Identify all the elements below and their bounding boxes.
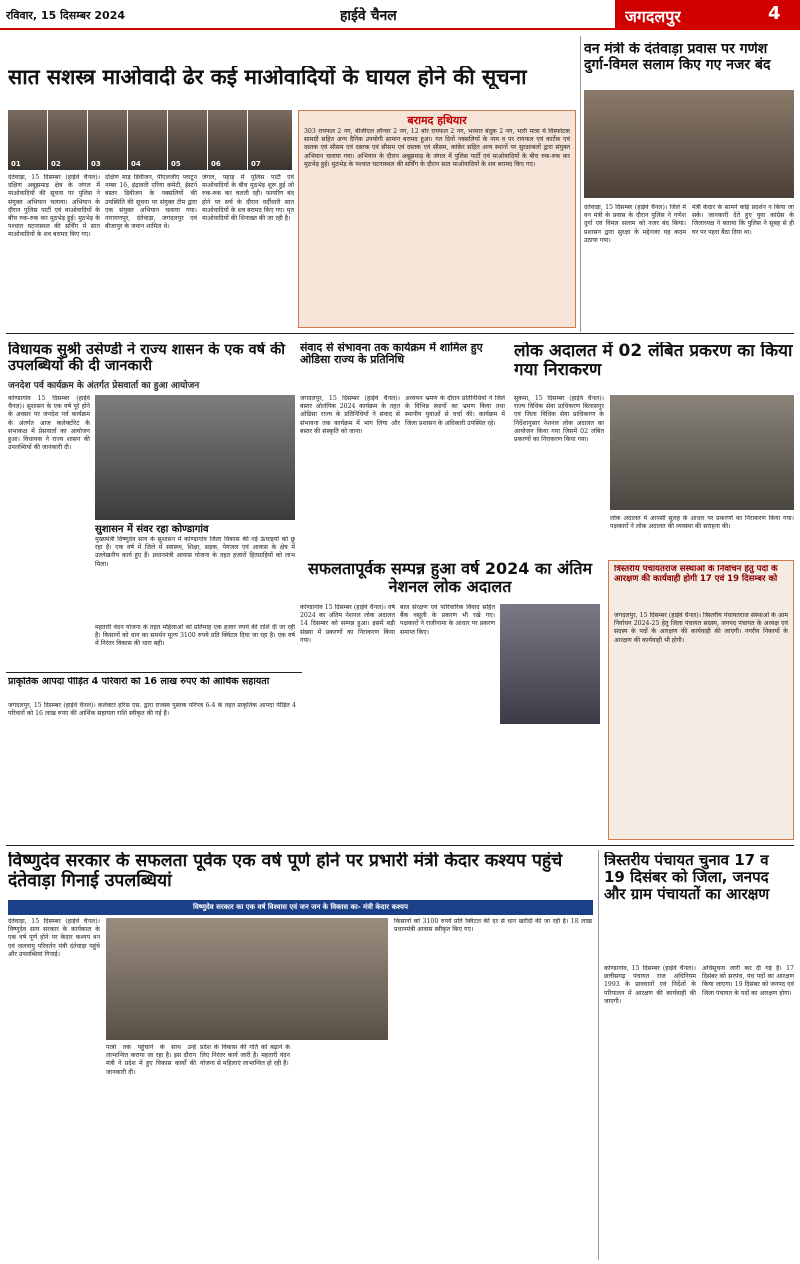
suspect-photo-3	[88, 110, 128, 170]
lead-headline: सात सशस्त्र माओवादी ढेर कई माओवादियों के घायल होने की सूचना	[8, 66, 527, 89]
suspect-photo-5	[168, 110, 208, 170]
bottom-headline: विष्णुदेव सरकार के सफलता पूर्वक एक वर्ष पूर्ण होने पर प्रभारी मंत्री केदार कश्यप पहुंचे दंतेवाड़ा गिनाई उपलब्धियां	[8, 852, 563, 891]
page-number: 4	[768, 3, 781, 24]
panchayat-election-col-2: अधिसूचना जारी कर दी गई है। 17 दिसंबर को सरपंच, पंच पदों का आरक्षण किया जाएगा। 19 दिसंबर को जनपद एवं जिला पंचायत के पदों का आरक्षण होगा।	[702, 965, 794, 997]
city-name: जगदलपुर	[625, 7, 681, 26]
odisha-headline: संवाद से संभावना तक कार्यक्रम में शामिल हुए ओडिसा राज्य के प्रतिनिधि	[300, 342, 483, 367]
minister-col-4: किसानों को 3100 रुपये प्रति क्विंटल की दर से धान खरीदी की जा रही है। 18 लाख प्रधानमंत्री आवास स्वीकृत किए गए।	[394, 918, 592, 934]
suspect-photo-1	[8, 110, 48, 170]
suspect-photo-6	[208, 110, 248, 170]
lok-adalat-col-2: लोक अदालत में आपसी सुलह के आधार पर प्रकरणों का निराकरण किया गया। पक्षकारों ने लोक अदालत की व्यवस्था की सराहना की।	[610, 515, 794, 531]
column-divider	[598, 850, 599, 1260]
mla-body: कोण्डागांव 15 दिसम्बर (हाईवे चैनल)। सुशासन के एक वर्ष पूरे होने के अवसर पर जनदेश पर्व कार्यक्रम के अंतर्गत आज कलेक्टोरेट के सभाकक्ष में प्रेसवार्ता का आयोजन हुआ। विधायक ने राज्य शासन की उपलब्धियों की जानकारी दी।	[8, 395, 90, 452]
national-lok-adalat-col-1: कोण्डागांव 15 दिसम्बर (हाईवे चैनल)। वर्ष 2024 का अंतिम नेशनल लोक अदालत 14 दिसम्बर को सम्पन्न हुआ। इसमें बड़ी संख्या में प्रकरणों का निराकरण किया गया।	[300, 604, 395, 644]
recovery-title: बरामद हथियार	[407, 114, 467, 127]
mla-headline: विधायक सुश्री उसेण्डी ने राज्य शासन के एक वर्ष की उपलब्धियों की दी जानकारी	[8, 342, 285, 375]
minister-col-2: पात्रों तक पहुंचाने के साथ उन्हें लाभान्वित कराया जा रहा है। इस दौरान मंत्री ने प्रदेश में हुए विकास कार्यों की जानकारी दी।	[106, 1044, 196, 1076]
minister-photo	[106, 918, 388, 1040]
minister-col-3: प्रदेश के विकास की गति को बढ़ाने के लिए निरंतर कार्य जारी है। महतारी वंदन योजना से महिलाएं लाभान्वित हो रही हैं।	[200, 1044, 290, 1068]
photo-number: 02	[51, 160, 61, 168]
suspect-photo-2	[48, 110, 88, 170]
right-lead-headline: वन मंत्री के दंतेवाड़ा प्रवास पर गणेश दुर्गा-विमल सलाम किए गए नजर बंद	[584, 42, 771, 73]
governance-col-1: मुख्यमंत्री विष्णुदेव साय के सुशासन में कोण्डागांव जिला विकास की नई ऊंचाइयों को छू रहा है। एक वर्ष में जिले में स्वास्थ्य, शिक्षा, सड़क, पेयजल एवं आवास के क्षेत्र में उल्लेखनीय कार्य हुए हैं। प्रधानमंत्री आवास योजना के तहत हजारों हितग्राहियों को लाभ मिला।	[95, 536, 295, 568]
photo-number: 03	[91, 160, 101, 168]
column-divider	[580, 36, 581, 332]
panchayat-election-col-1: कोण्डागांव, 15 दिसम्बर (हाईवे चैनल)। छत्तीसगढ़ पंचायत राज अधिनियम 1993 के प्रावधानों एवं निर्देशों के परिपालन में आरक्षण की कार्यवाही की जाएगी।	[604, 965, 696, 1005]
photo-number: 07	[251, 160, 261, 168]
governance-caption: सुशासन में संवर रहा कोण्डागांव	[95, 524, 209, 535]
suspect-photo-7	[248, 110, 293, 170]
disaster-relief-body: जगदलपुर, 15 दिसम्बर (हाईवे चैनल)। कलेक्टर हरिस एस. द्वारा राजस्व पुस्तक परिपत्र 6-4 के तहत प्राकृतिक आपदा पीड़ित 4 परिवारों को 16 लाख रुपए की आर्थिक सहायता राशि स्वीकृत की गई है।	[8, 702, 296, 718]
governance-col-2: महतारी वंदन योजना के तहत महिलाओं को प्रतिमाह एक हजार रुपये की राशि दी जा रही है। किसानों को धान का समर्थन मूल्य 3100 रुपये प्रति क्विंटल दिया जा रहा है। एक वर्ष में निरंतर विकास की धारा बही।	[95, 624, 295, 648]
lok-adalat-headline: लोक अदालत में 02 लंबित प्रकरण का किया गया निराकरण	[514, 342, 793, 381]
disaster-relief-headline: प्राकृतिक आपदा पीड़ित 4 परिवारों को 16 लाख रुपए की आर्थिक सहायता	[8, 677, 270, 687]
divider	[6, 672, 302, 673]
lok-adalat-col-1: सुकमा, 15 दिसम्बर (हाईवे चैनल)। राज्य विधिक सेवा प्राधिकरण बिलासपुर एवं जिला विधिक सेवा प्राधिकरण के निर्देशानुसार नेशनल लोक अदालत का आयोजन किया गया जिसमें 02 लंबित प्रकरणों का निराकरण किया गया।	[514, 395, 604, 443]
photo-number: 04	[131, 160, 141, 168]
divider	[6, 333, 794, 334]
divider	[6, 845, 794, 846]
panchayat-reservation-headline: त्रिस्तरीय पंचायतराज संस्थाओं के निर्वाचन हेतु पदों के आरक्षण की कार्यवाही होगी 17 एवं 19 दिसम्बर को	[614, 565, 778, 584]
right-lead-col-2: मंत्री केदार के सामने कोई प्रदर्शन न किया जा सके। जानकारी देते हुए युवा कांग्रेस के जिलाध्यक्ष ने बताया कि पुलिस ने सुबह से ही घर पर पहरा बैठा दिया था।	[692, 204, 794, 236]
lead-col-2: दक्षिण माड़ डिवीजन, पीएलजीए प्लाटून नम्बर 16, इंद्रावती एरिया कमेटी, ईस्टर्न बस्तर डिवीजन के नक्सलियों की उपस्थिति की सूचना पर संयुक्त टीम द्वारा एक संयुक्त अभियान चलाया गया। नारायणपुर, दंतेवाड़ा, जगदलपुर एवं बीजापुर के जवान शामिल थे।	[105, 174, 197, 231]
odisha-col-2: अध्ययन भ्रमण के दौरान प्रतिनिधियों ने जिले के विभिन्न स्थानों का भ्रमण किया तथा स्थानीय युवाओं से चर्चा की। कार्यक्रम में जिला प्रशासन के अधिकारी उपस्थित रहे।	[405, 395, 505, 427]
lead-col-3: जंगल, पहाड़ में पुलिस पार्टी एवं माओवादियों के बीच मुठभेड़ शुरू हुई जो रुक-रुक कर चलती रही। फायरिंग बंद होने पर सर्च के दौरान वर्दीधारी सात माओवादियों के शव बरामद किए गए। मृत माओवादियों की शिनाख्त की जा रही है।	[202, 174, 294, 222]
right-lead-col-1: दंतेवाड़ा, 15 दिसम्बर (हाईवे चैनल)। जिले में वन मंत्री के प्रवास के दौरान पुलिस ने गणेश दुर्गा एवं विमल सलाम को नजर बंद किया। प्रशासन द्वारा सुरक्षा के मद्देनजर यह कदम उठाया गया।	[584, 204, 686, 244]
recovery-text: 303 रायफल 2 नग, बीजीएल लॉन्चर 2 नग, 12 बोर रायफल 2 नग, भरमार बंदूक 2 नग, भारी मात्रा में विस्फोटक सामग्री सहित अन्य दैनिक उपयोगी सामान बरामद हुआ। गत दिनों नक्सलियों के नाम व पर रायफल एवं कार्टेक एवं दस्तक एवं सीसम एवं दस्तक एवं सीसम एवं दस्तक एवं सीसम, कांकेर सहित अन्य स्थानों पर सुरक्षाबलों द्वारा संयुक्त अभियान चलाया गया। अभियान के दौरान अबूझमाड़ के जंगल में पुलिस पार्टी एवं माओवादियों के बीच रुक-रुक कर मुठभेड़ हुई। मुठभेड़ के पश्चात घटनास्थल की सर्चिंग के दौरान सात माओवादियों के शव बरामद किए गए।	[304, 128, 570, 168]
national-lok-adalat-headline: सफलतापूर्वक सम्पन्न हुआ वर्ष 2024 का अंतिम नेशनल लोक अदालत	[307, 560, 593, 596]
photo-number: 01	[11, 160, 21, 168]
photo-number: 05	[171, 160, 181, 168]
lead-col-1: दंतेवाड़ा, 15 दिसम्बर (हाईवे चैनल)। दक्षिण अबूझमाड़ क्षेत्र के जंगल में माओवादियों की सूचना पर पुलिस ने संयुक्त अभियान चलाया। अभियान के दौरान पुलिस पार्टी एवं माओवादियों के बीच रुक-रुक कर मुठभेड़ हुई। मुठभेड़ के पश्चात घटनास्थल की सर्चिंग में सात माओवादियों के शव बरामद किए गए।	[8, 174, 100, 239]
national-lok-adalat-photo	[500, 604, 600, 724]
national-lok-adalat-col-2: बाल संरक्षण एवं पारिवारिक विवाद सहित बैंक वसूली के प्रकरण भी रखे गए। पक्षकारों ने राजीनामा के आधार पर प्रकरण समाप्त किए।	[400, 604, 495, 636]
minister-col-1: दंतेवाड़ा, 15 दिसम्बर (हाईवे चैनल)। विष्णुदेव साय सरकार के कार्यकाल के एक वर्ष पूर्ण होने पर केदार कश्यप वन एवं जलवायु परिवर्तन मंत्री दंतेवाड़ा पहुंचे और उपलब्धियां गिनाई।	[8, 918, 100, 958]
right-lead-photo	[584, 90, 794, 198]
mla-subheadline: जनदेश पर्व कार्यक्रम के अंतर्गत प्रेसवार्ता का हुआ आयोजन	[8, 381, 200, 391]
photo-number: 06	[211, 160, 221, 168]
paper-name: हाईवे चैनल	[340, 8, 397, 24]
masthead-date: रविवार, 15 दिसम्बर 2024	[6, 9, 125, 22]
lok-adalat-photo	[610, 395, 794, 510]
minister-banner: विष्णुदेव सरकार का एक वर्ष विश्वास एवं जन जन के विकास का- मंत्री केदार कश्यप	[8, 900, 593, 915]
odisha-col-1: जगदलपुर, 15 दिसम्बर (हाईवे चैनल)। बस्तर ओलंपिक 2024 कार्यक्रम के तहत ओडिसा राज्य के प्रतिनिधियों ने संवाद से संभावना तक कार्यक्रम में भाग लिया और बस्तर की संस्कृति को जाना।	[300, 395, 400, 435]
panchayat-election-headline: त्रिस्तरीय पंचायत चुनाव 17 व 19 दिसंबर को जिला, जनपद और ग्राम पंचायतों का आरक्षण	[604, 852, 770, 903]
suspect-photo-4	[128, 110, 168, 170]
panchayat-reservation-body: जगदलपुर, 15 दिसम्बर (हाईवे चैनल)। त्रिस्तरीय पंचायतराज संस्थाओं के आम निर्वाचन 2024-25 हेतु जिला पंचायत सदस्य, जनपद पंचायत के अध्यक्ष एवं सदस्य के पदों के आरक्षण की कार्यवाही की जाएगी। नगरीय निकायों के आरक्षण की कार्यवाही भी होगी।	[614, 612, 788, 644]
press-conference-photo	[95, 395, 295, 520]
